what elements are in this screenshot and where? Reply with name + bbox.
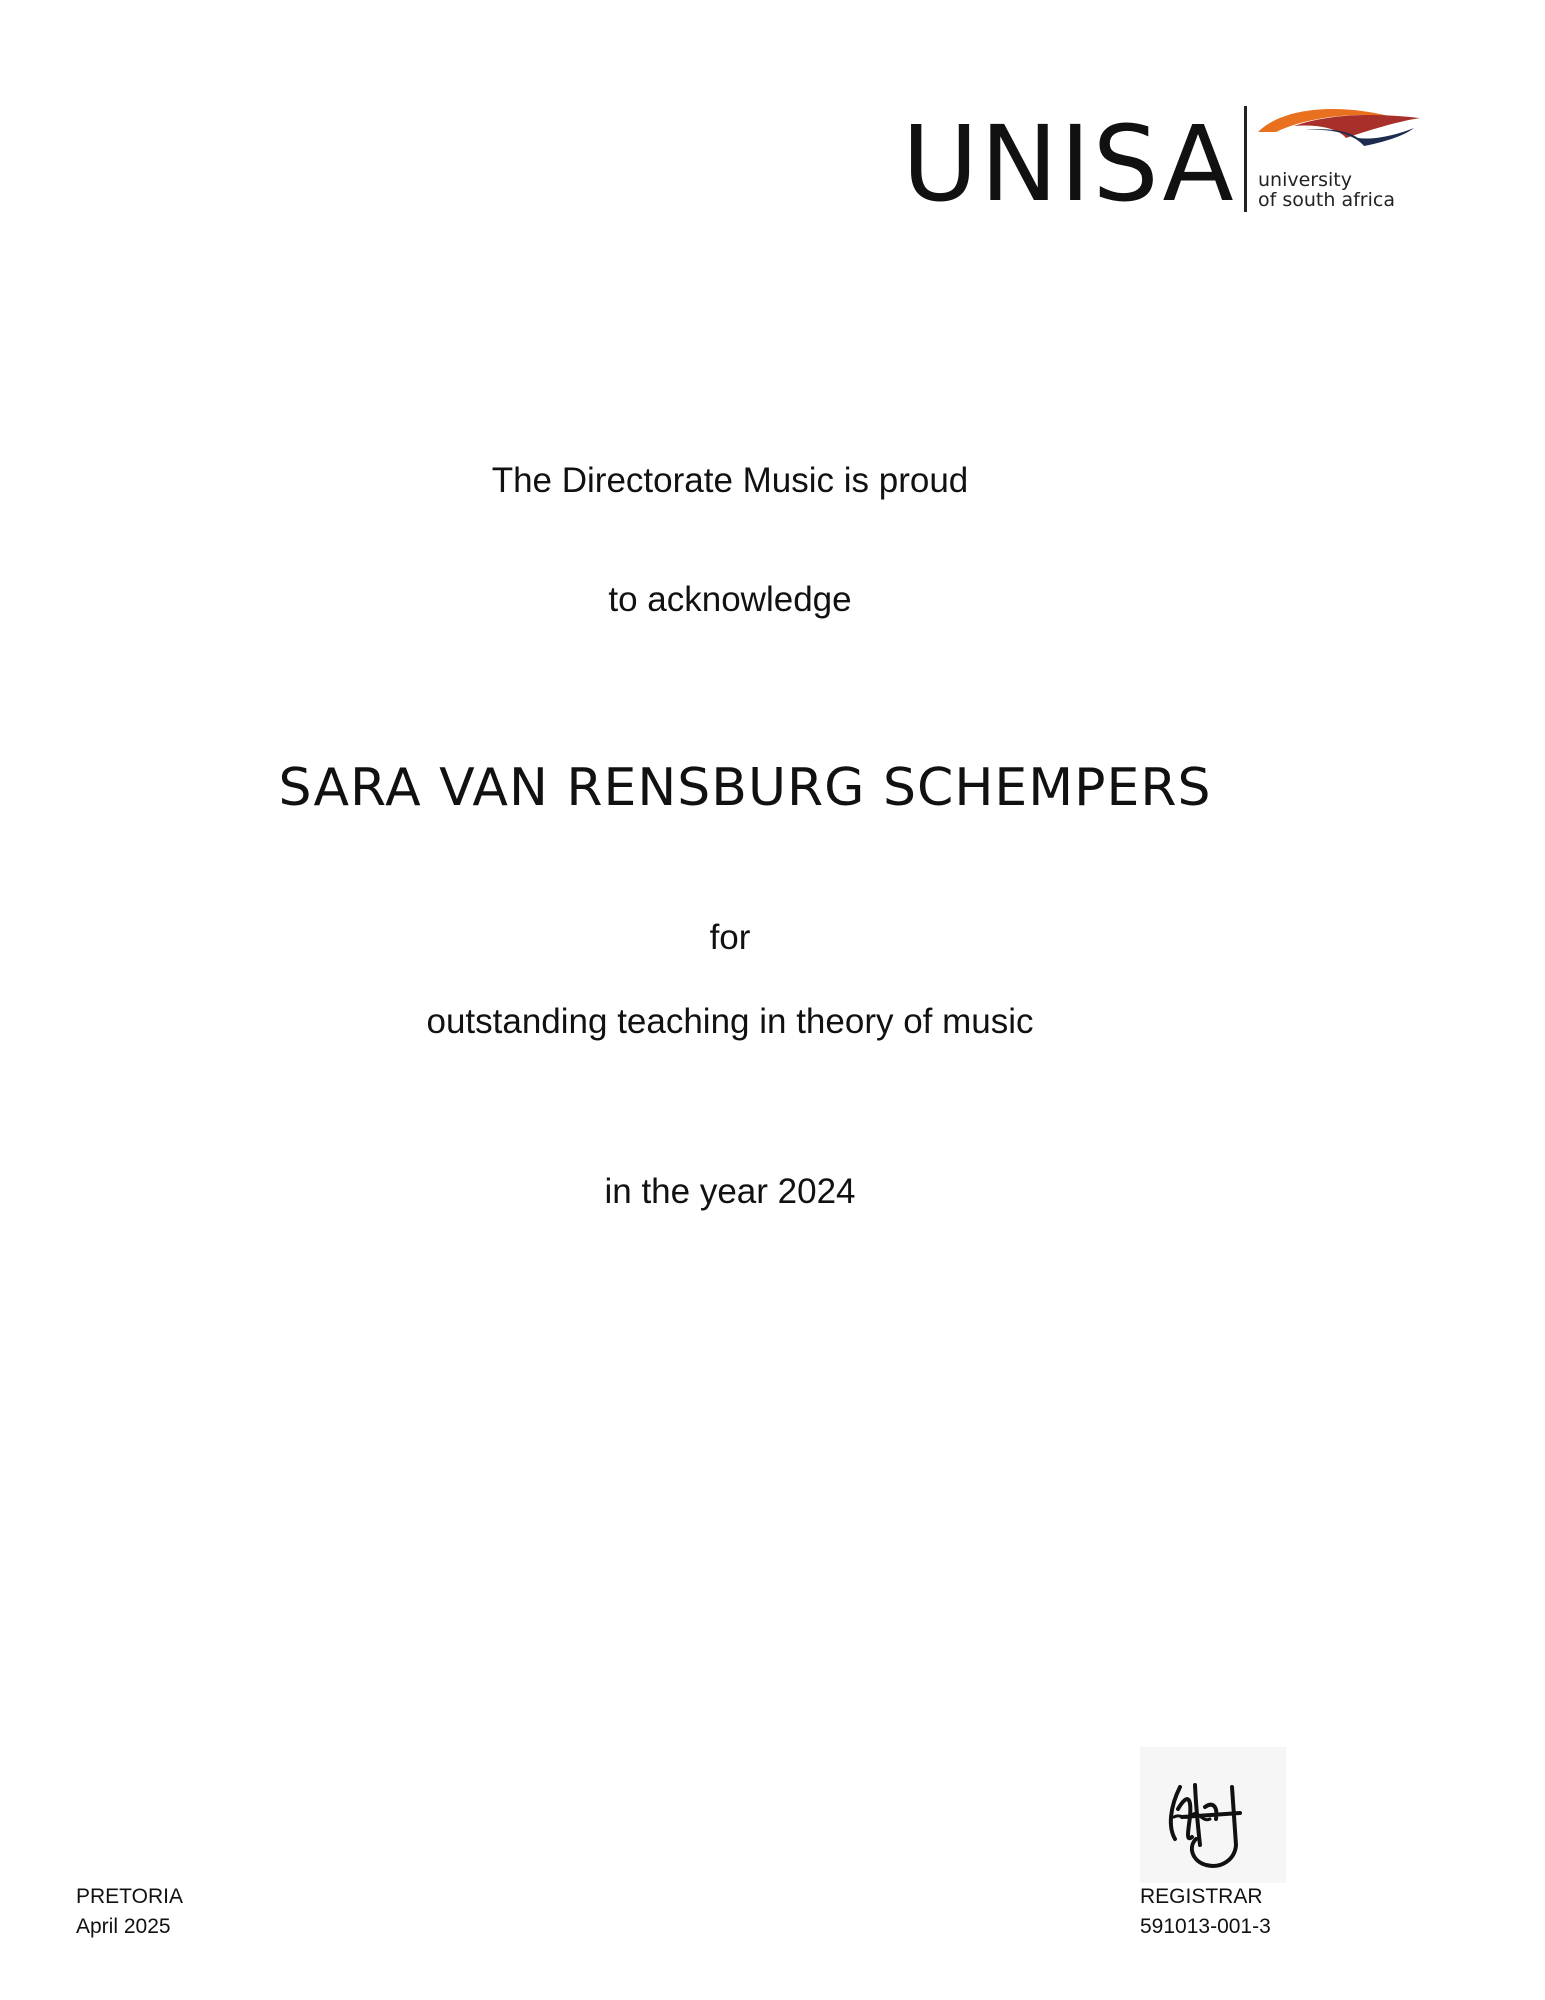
logo-wordmark: UNISA [902, 103, 1236, 225]
for-text: for [709, 918, 751, 957]
reason-text: outstanding teaching in theory of music [426, 1002, 1034, 1041]
registrar-label: REGISTRAR [1140, 1885, 1263, 1908]
recipient-name: SARA VAN RENSBURG SCHEMPERS [278, 758, 1212, 818]
city-label: PRETORIA [76, 1885, 183, 1908]
logo-subtitle-line1: university [1258, 169, 1352, 191]
registrar-signature [1140, 1747, 1286, 1883]
reference-number: 591013-001-3 [1140, 1915, 1271, 1938]
logo-swoosh-icon [1254, 102, 1422, 150]
signature-icon [1140, 1747, 1286, 1883]
year-text: in the year 2024 [604, 1172, 856, 1211]
date-label: April 2025 [76, 1915, 171, 1938]
intro-text: The Directorate Music is proud [491, 461, 969, 500]
unisa-logo [902, 102, 1422, 225]
logo-divider [1244, 106, 1247, 212]
logo-subtitle-line2: of south africa [1258, 189, 1395, 211]
acknowledge-text: to acknowledge [608, 580, 852, 619]
